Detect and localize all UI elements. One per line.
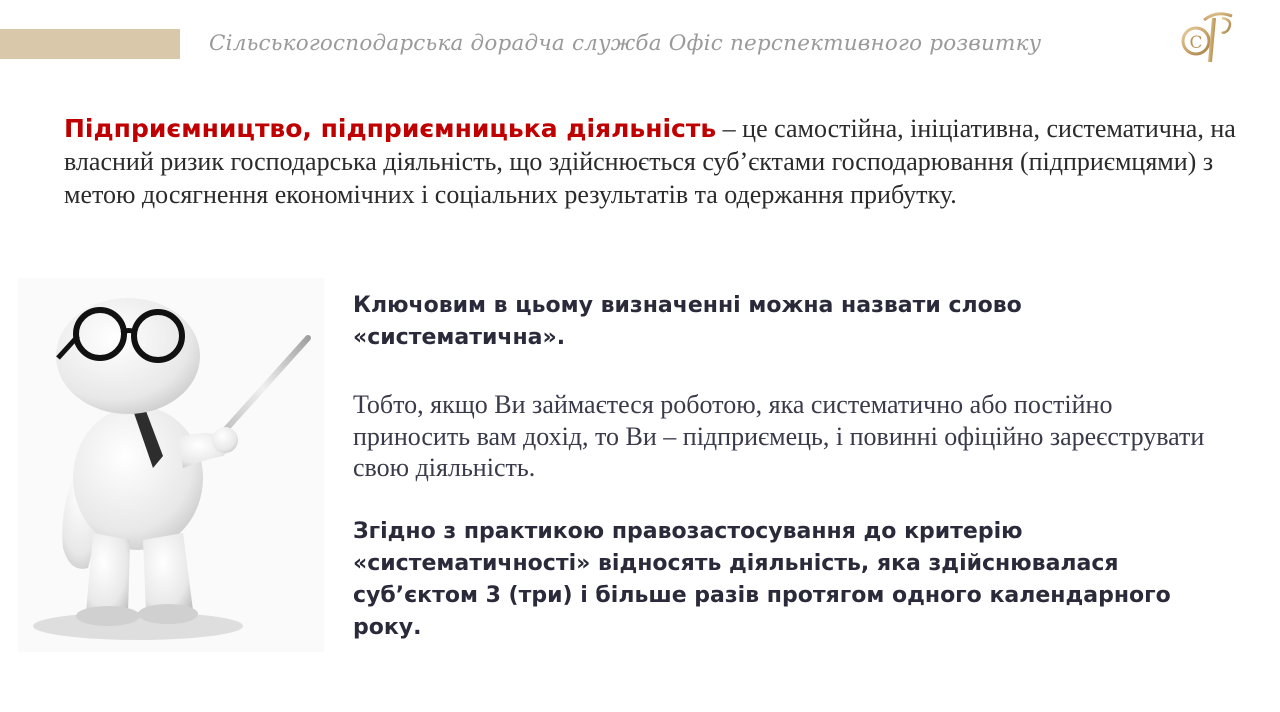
svg-text:C: C <box>1189 33 1203 53</box>
definition-term: Підприємництво, підприємницька діяльність <box>64 114 717 143</box>
header-title: Сільськогосподарська дорадча служба Офіс перспективного розвитку <box>209 31 1042 56</box>
organization-logo <box>1176 8 1238 64</box>
key-word-paragraph: Ключовим в цьому визначенні можна назвати слово «систематична». <box>353 293 1022 350</box>
definition-paragraph <box>64 112 1244 211</box>
explanation-paragraph: Тобто, якщо Ви займаєтеся роботою, яка систематично або постійно приносить вам дохід, то Ви – підприємець, і повинні офіційно зареєструвати свою діяльність. <box>353 390 1205 482</box>
definition-text: – це самостійна, ініціативна, систематична, на власний ризик господарська діяльність, що здійснюється суб’єктами господарювання (підприємцями) з метою досягнення економічних і соціальних результатів та одержання прибутку. <box>64 114 1236 209</box>
practice-paragraph: Згідно з практикою правозастосування до критерію «систематичності» відносять діяльність, яка здійснювалася суб’єктом 3 (три) і більше разів протягом одного календарного року. <box>353 519 1171 640</box>
header-accent-bar <box>0 29 180 59</box>
presenter-figure-illustration <box>18 278 324 652</box>
